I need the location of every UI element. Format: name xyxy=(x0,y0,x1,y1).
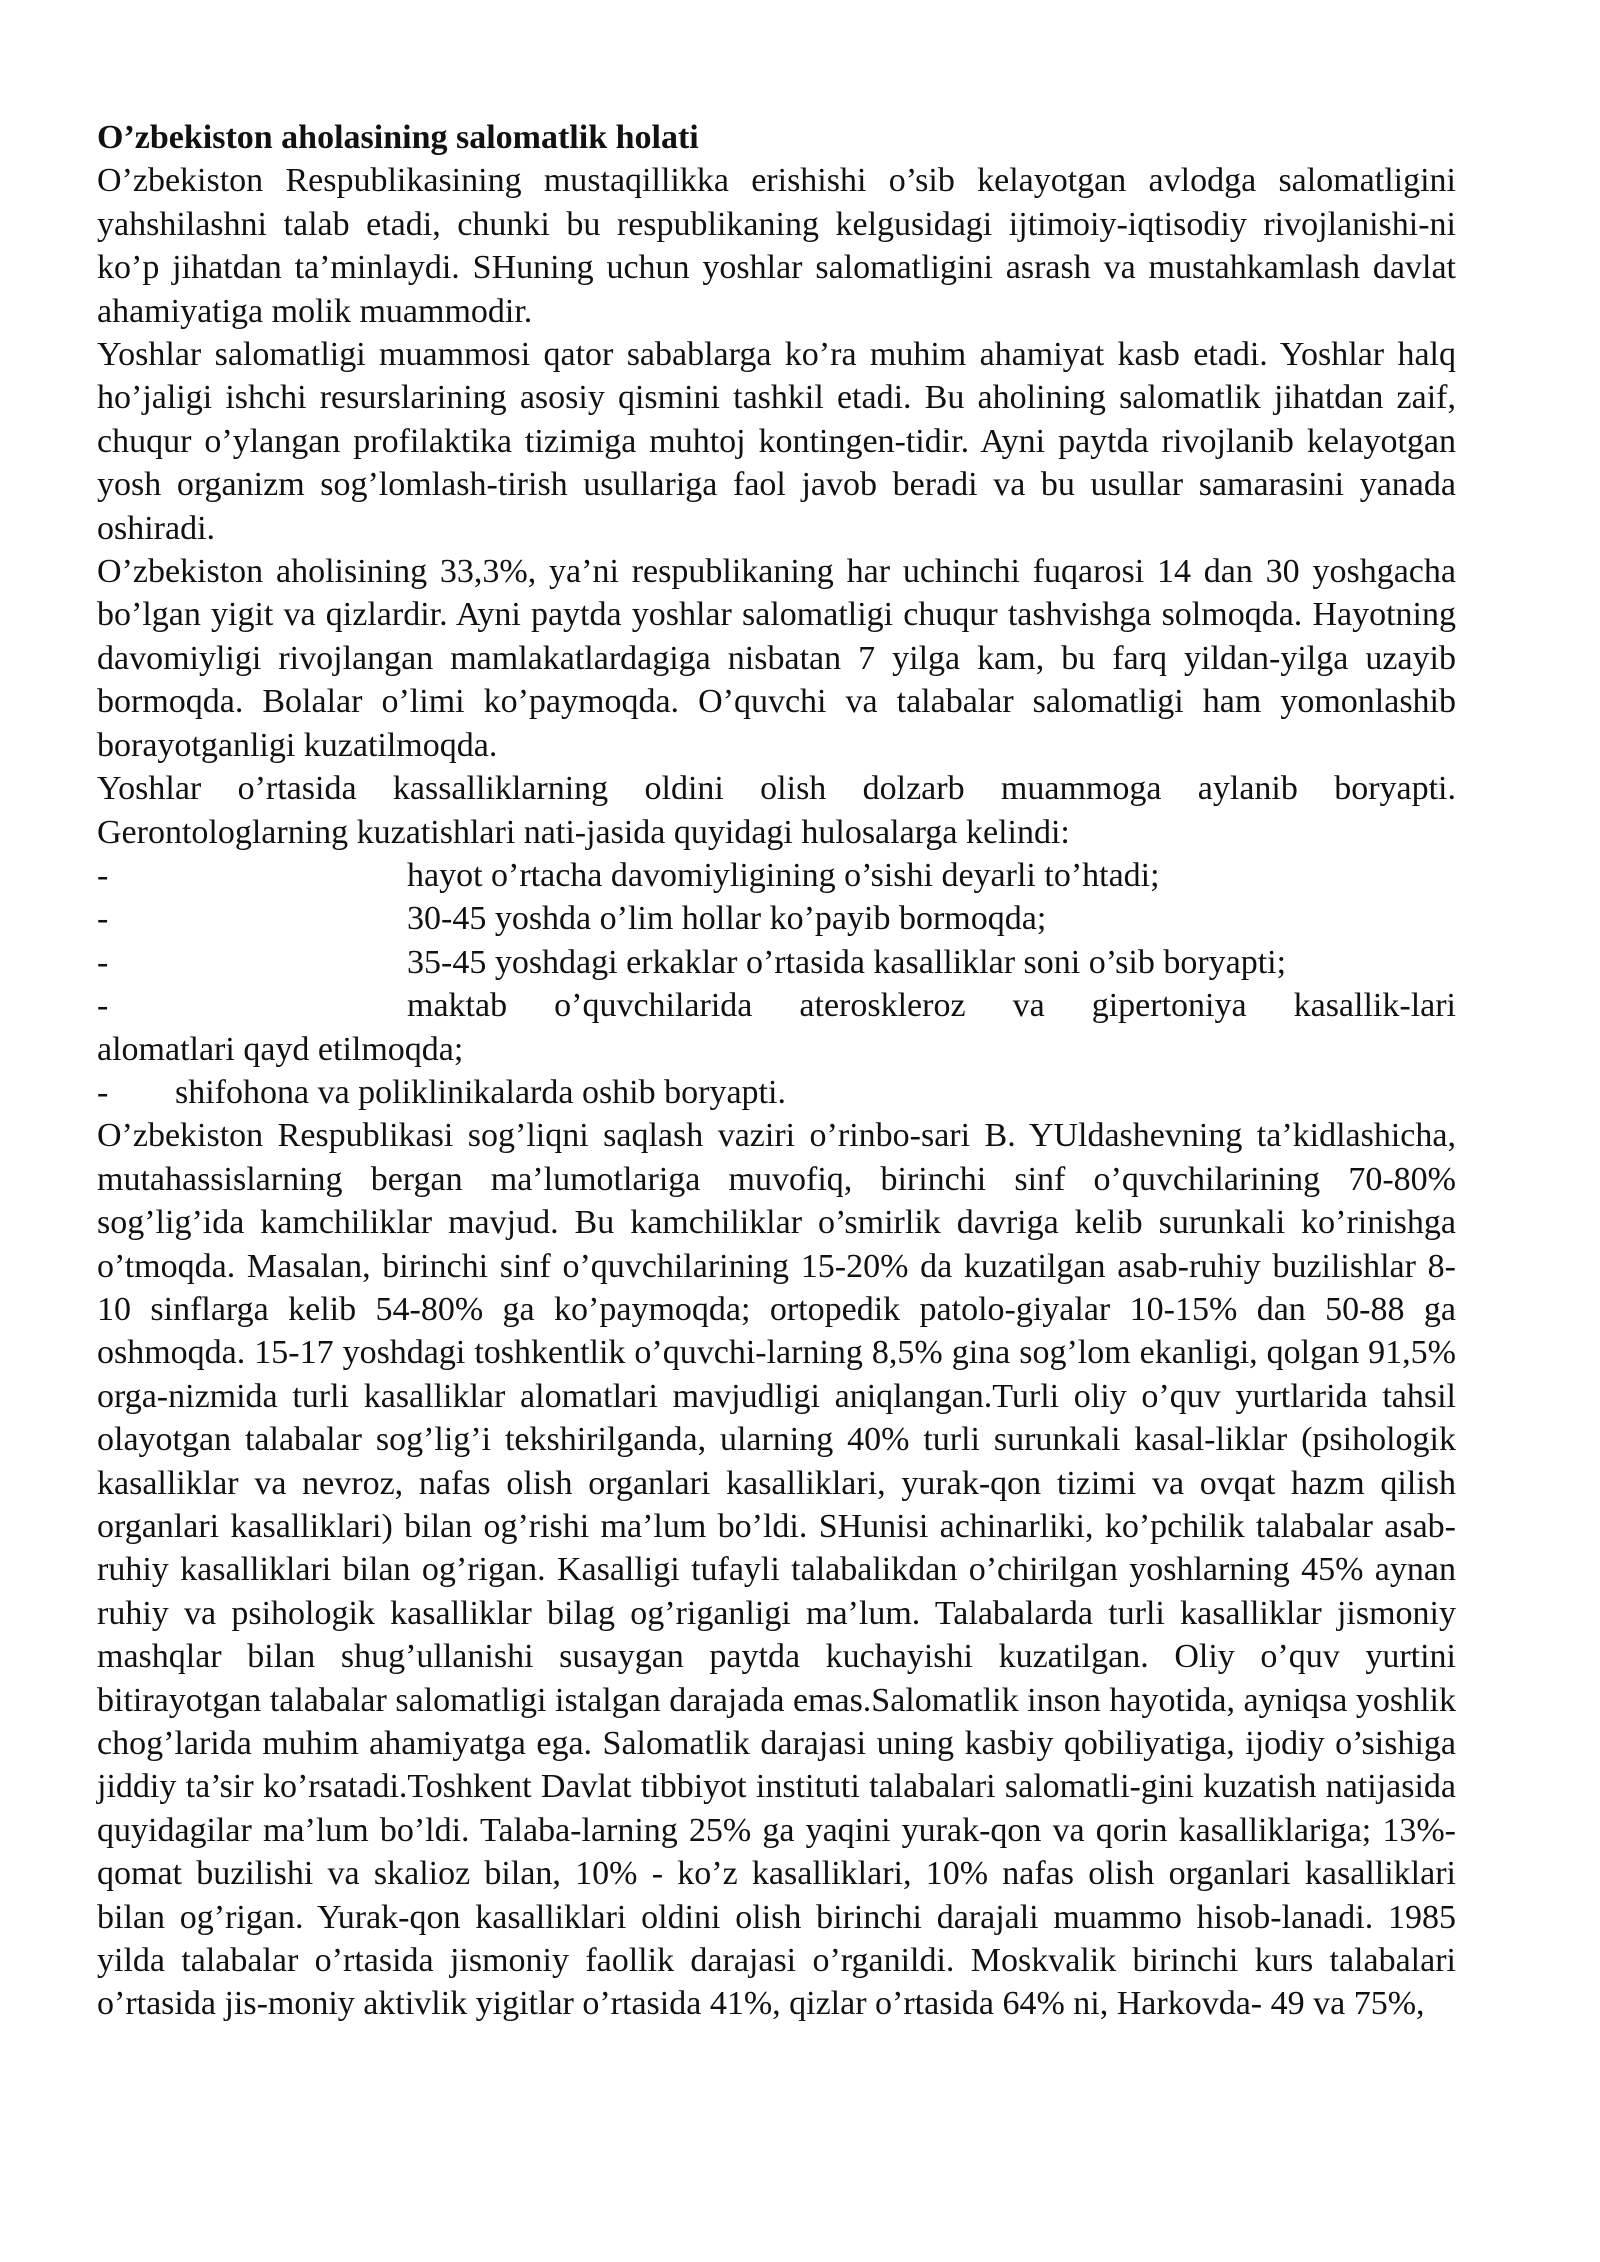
list-dash: - xyxy=(97,1073,109,1111)
list-item-text: hayot o’rtacha davomiyligining o’sishi deyarli to’htadi; xyxy=(407,856,1160,894)
paragraph-youth-health-problem: Yoshlar salomatligi muammosi qator sabablarga ko’ra muhim ahamiyat kasb etadi. Yoshlar halq ho’jaligi ishchi resurslarining asosiy qismini tashkil etadi. Bu aholining salomatlik jihatdan zaif, chuqur o’ylangan profilaktika tizimiga muhtoj kontingen-tidir. Ayni paytda rivojlanib kelayotgan yosh organizm sog’lomlash-tirish usullariga faol javob beradi va bu usullar samarasini yanada oshiradi. xyxy=(97,336,1456,547)
list-dash: - xyxy=(97,856,109,894)
paragraph-gerontologists: Yoshlar o’rtasida kassalliklarning oldini olish dolzarb muammoga aylanib boryapti. Gerontologlarning kuzatishlari nati-jasida quyidagi hulosalarga kelindi: xyxy=(97,770,1456,851)
paragraph-ministry-statement: O’zbekiston Respublikasi sog’liqni saqlash vaziri o’rinbo-sari B. YUldashevning ta’kidlashicha, mutahassislarning bergan ma’lumotlariga muvofiq, birinchi sinf o’quvchilarining 70-80% sog’lig’ida kamchiliklar mavjud. Bu kamchiliklar o’smirlik davriga kelib surunkali ko’rinishga o’tmoqda. Masalan, birinchi sinf o’quvchilarining 15-20% da kuzatilgan asab-ruhiy buzilishlar 8-10 sinflarga kelib 54-80% ga ko’paymoqda; ortopedik patolo-giyalar 10-15% dan 50-88 ga oshmoqda. 15-17 yoshdagi toshkentlik o’quvchi-larning 8,5% gina sog’lom ekanligi, qolgan 91,5% orga-nizmida turli kasalliklar alomatlari mavjudligi aniqlangan.Turli oliy o’quv yurtlarida tahsil olayotgan talabalar sog’lig’i tekshirilganda, ularning 40% turli surunkali kasal-liklar (psihologik kasalliklar va nevroz, nafas olish organlari kasalliklari, yurak-qon tizimi va ovqat hazm qilish organlari kasalliklari) bilan og’rishi ma’lum bo’ldi. SHunisi achinarliki, ko’pchilik talabalar asab-ruhiy kasalliklari bilan og’rigan. Kasalligi tufayli talabalikdan o’chirilgan yoshlarning 45% aynan ruhiy va psihologik kasalliklar bilag og’riganligi ma’lum. Talabalarda turli kasalliklar jismoniy mashqlar bilan shug’ullanishi susaygan paytda kuchayishi kuzatilgan. Oliy o’quv yurtini bitirayotgan talabalar salomatligi istalgan darajada emas.Salomatlik inson hayotida, ayniqsa yoshlik chog’larida muhim ahamiyatga ega. Salomatlik darajasi uning kasbiy qobiliyatiga, ijodiy o’sishiga jiddiy ta’sir ko’rsatadi.Toshkent Davlat tibbiyot instituti talabalari salomatli-gini kuzatish natijasida quyidagilar ma’lum bo’ldi. Talaba-larning 25% ga yaqini yurak-qon va qorin kasalliklariga; 13%- qomat buzilishi va skalioz bilan, 10% - ko’z kasalliklari, 10% nafas olish organlari kasalliklari bilan og’rigan. Yurak-qon kasalliklari oldini olish birinchi darajali muammo hisob-lanadi. 1985 yilda talabalar o’rtasida jismoniy faollik darajasi o’rganildi. Moskvalik birinchi kurs talabalari o’rtasida jis-moniy aktivlik yigitlar o’rtasida 41%, qizlar o’rtasida 64% ni, Harkovda- 49 va 75%, xyxy=(97,1117,1456,2023)
list-item-text: 35-45 yoshdagi erkaklar o’rtasida kasalliklar soni o’sib boryapti; xyxy=(407,943,1287,981)
list-item xyxy=(97,941,1456,984)
list-dash: - xyxy=(97,987,109,1025)
paragraph-independence: O’zbekiston Respublikasining mustaqillikka erishishi o’sib kelayotgan avlodga salomatligini yahshilashni talab etadi, chunki bu respublikaning kelgusidagi ijtimoiy-iqtisodiy rivojlanishi-ni ko’p jihatdan ta’minlaydi. SHuning uchun yoshlar salomatligini asrash va mustahkamlash davlat ahamiyatiga molik muammodir. xyxy=(97,162,1456,330)
list-dash: - xyxy=(97,900,109,938)
list-item xyxy=(97,984,1456,1027)
list-item-continuation: alomatlari qayd etilmoqda; xyxy=(97,1030,464,1068)
list-item xyxy=(97,897,1456,940)
paragraph-population-stats: O’zbekiston aholisining 33,3%, ya’ni respublikaning har uchinchi fuqarosi 14 dan 30 yoshgacha bo’lgan yigit va qizlardir. Ayni paytda yoshlar salomatligi chuqur tashvishga solmoqda. Hayotning davomiyligi rivojlangan mamlakatlardagiga nisbatan 7 yilga kam, bu farq yildan-yilga uzayib bormoqda. Bolalar o’limi ko’paymoqda. O’quvchi va talabalar salomatligi ham yomonlashib borayotganligi kuzatilmoqda. xyxy=(97,553,1456,764)
document-page xyxy=(97,116,1456,2026)
list-item xyxy=(97,1071,1456,1114)
list-item xyxy=(97,854,1456,897)
document-title: O’zbekiston aholasining salomatlik holati xyxy=(97,119,699,156)
list-item-text: maktab o’quvchilarida ateroskleroz va gipertoniya kasallik-lari xyxy=(407,987,1456,1025)
list-item-text: 30-45 yoshda o’lim hollar ko’payib bormoqda; xyxy=(407,900,1047,938)
list-item-text: shifohona va poliklinikalarda oshib boryapti. xyxy=(175,1073,786,1111)
list-dash: - xyxy=(97,943,109,981)
